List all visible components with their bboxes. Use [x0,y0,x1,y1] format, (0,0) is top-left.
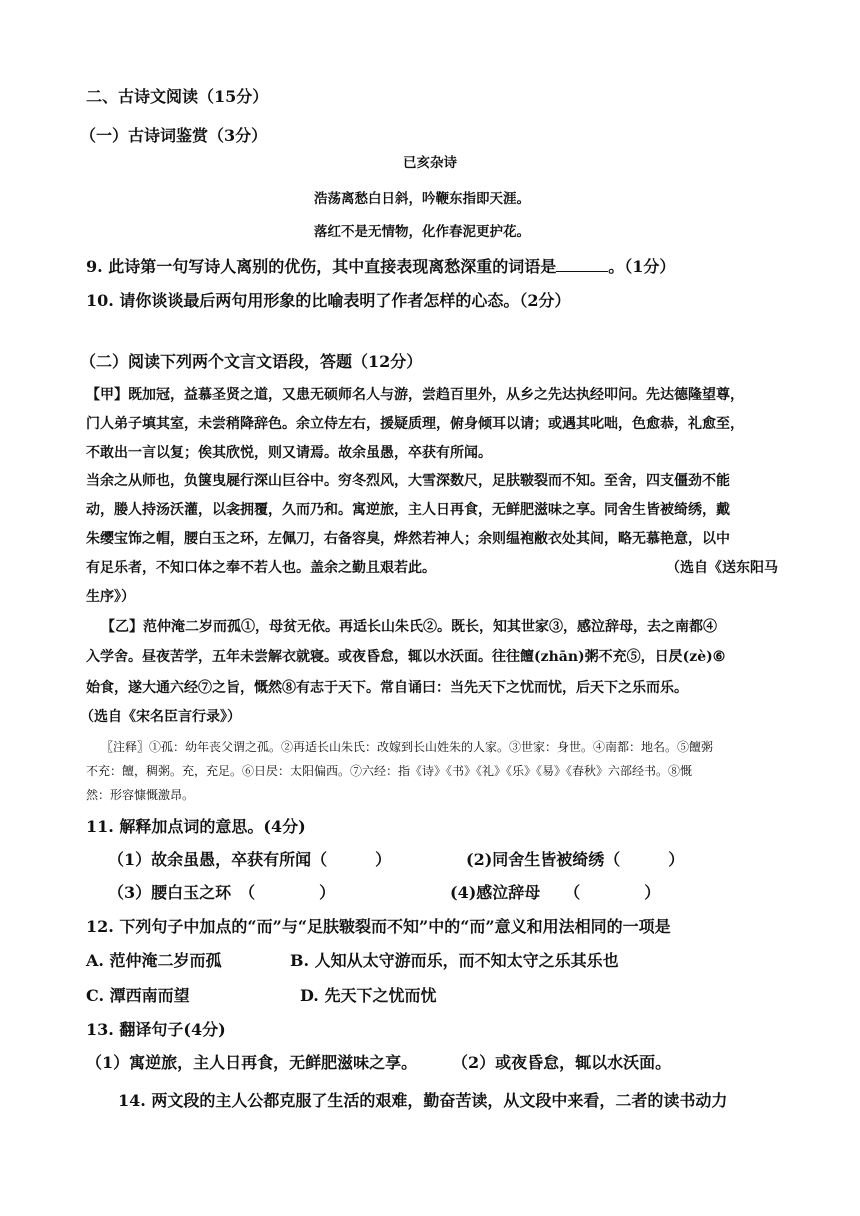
question-11-item-4: (4)感泣辞母 （ ） [450,883,661,902]
option-d[interactable]: D. 先天下之忧而忧 [300,986,437,1005]
yi-line-3: 始食，遂大通六经⑦之旨，慨然⑧有志于天下。常自诵曰：当先天下之忧而忧，后天下之乐而乐。 [86,680,688,696]
question-13-item-2: （2）或夜昏怠，辄以水沃面。 [452,1053,672,1072]
jia-source-cont: 生序》） [86,589,135,605]
question-11: 11. 解释加点词的意思。(4分) [86,817,306,836]
question-11-item-1: （1）故余虽愚，卒获有所闻（ ） [108,850,392,869]
jia-line-3: 不敢出一言以复；俟其欣悦，则又请焉。故余虽愚，卒获有所闻。 [86,445,492,461]
jia-line-4: 当余之从师也，负箧曳屣行深山巨谷中。穷冬烈风，大雪深数尺，足肤皲裂而不知。至舍，四支僵劲不能 [86,473,730,489]
option-b[interactable]: B. 人知从太守游而乐，而不知太守之乐其乐也 [290,951,619,970]
question-9-score: 。（1分） [608,257,676,276]
jia-line-6: 朱缨宝饰之帽，腰白玉之环，左佩刀，右备容臭，烨然若神人；余则缊袍敝衣处其间，略无慕艳意，以中 [86,531,730,547]
jia-source: （选自《送东阳马 [666,560,778,576]
jia-line-5: 动，媵人持汤沃灌，以衾拥覆，久而乃和。寓逆旅，主人日再食，无鲜肥滋味之享。同舍生皆被绮绣，戴 [86,502,730,518]
question-11-item-3: （3）腰白玉之环 （ ） [108,883,336,902]
yi-line-1: 【乙】范仲淹二岁而孤①，母贫无依。再适长山朱氏②。既长，知其世家③，感泣辞母，去之南都④ [101,619,717,635]
part2-title: （二）阅读下列两个文言文语段，答题（12分） [80,352,423,371]
poem-line-1: 浩荡离愁白日斜，吟鞭东指即天涯。 [314,191,530,207]
option-c[interactable]: C. 潭西南而望 [86,986,190,1005]
question-9-text: 9. 此诗第一句写诗人离别的优伤，其中直接表现离愁深重的词语是 [86,257,557,276]
poem-title: 已亥杂诗 [403,155,457,171]
question-11-item-2: (2)同舍生皆被绮绣（ ） [466,850,685,869]
question-14: 14. 两文段的主人公都克服了生活的艰难，勤奋苦读，从文段中来看，二者的读书动力 [118,1091,728,1110]
question-12: 12. 下列句子中加点的“而”与“足肤皲裂而不知”中的“而”意义和用法相同的一项是 [86,917,671,936]
poem-line-2: 落红不是无情物，化作春泥更护花。 [314,224,530,240]
notes-line-2: 不充：饘，稠粥。充，充足。⑥日昃：太阳偏西。⑦六经：指《诗》《书》《礼》《乐》《易》《春秋》六部经书。⑧慨 [86,764,693,778]
section-title: 二、古诗文阅读（15分） [86,87,269,106]
question-9 [86,254,675,277]
notes-line-3: 然：形容慷慨激昂。 [86,788,195,802]
yi-source: （选自《宋名臣言行录》） [80,709,241,725]
answer-blank[interactable] [556,257,608,272]
yi-line-2: 入学舍。昼夜苦学，五年未尝解衣就寝。或夜昏怠，辄以水沃面。往往饘(zhān)粥不充⑤，日昃(zè)⑥ [86,649,726,665]
notes-line-1: 〖注释〗①孤：幼年丧父谓之孤。②再适长山朱氏：改嫁到长山姓朱的人家。③世家：身世。④南都：地名。⑤饘粥 [101,740,714,754]
jia-line-1: 【甲】既加冠，益慕圣贤之道，又患无硕师名人与游，尝趋百里外，从乡之先达执经叩问。先达德隆望尊， [86,387,744,403]
question-10: 10. 请你谈谈最后两句用形象的比喻表明了作者怎样的心态。（2分） [86,291,571,310]
option-a[interactable]: A. 范仲淹二岁而孤 [86,951,222,970]
question-13: 13. 翻译句子(4分) [86,1020,226,1039]
jia-line-2: 门人弟子填其室，未尝稍降辞色。余立侍左右，援疑质理，俯身倾耳以请；或遇其叱咄，色愈恭，礼愈至， [86,416,744,432]
question-13-item-1: （1）寓逆旅，主人日再食，无鲜肥滋味之享。 [86,1053,418,1072]
part1-title: （一）古诗词鉴赏（3分） [80,126,268,145]
jia-line-7: 有足乐者，不知口体之奉不若人也。盖余之勤且艰若此。 [86,560,436,576]
